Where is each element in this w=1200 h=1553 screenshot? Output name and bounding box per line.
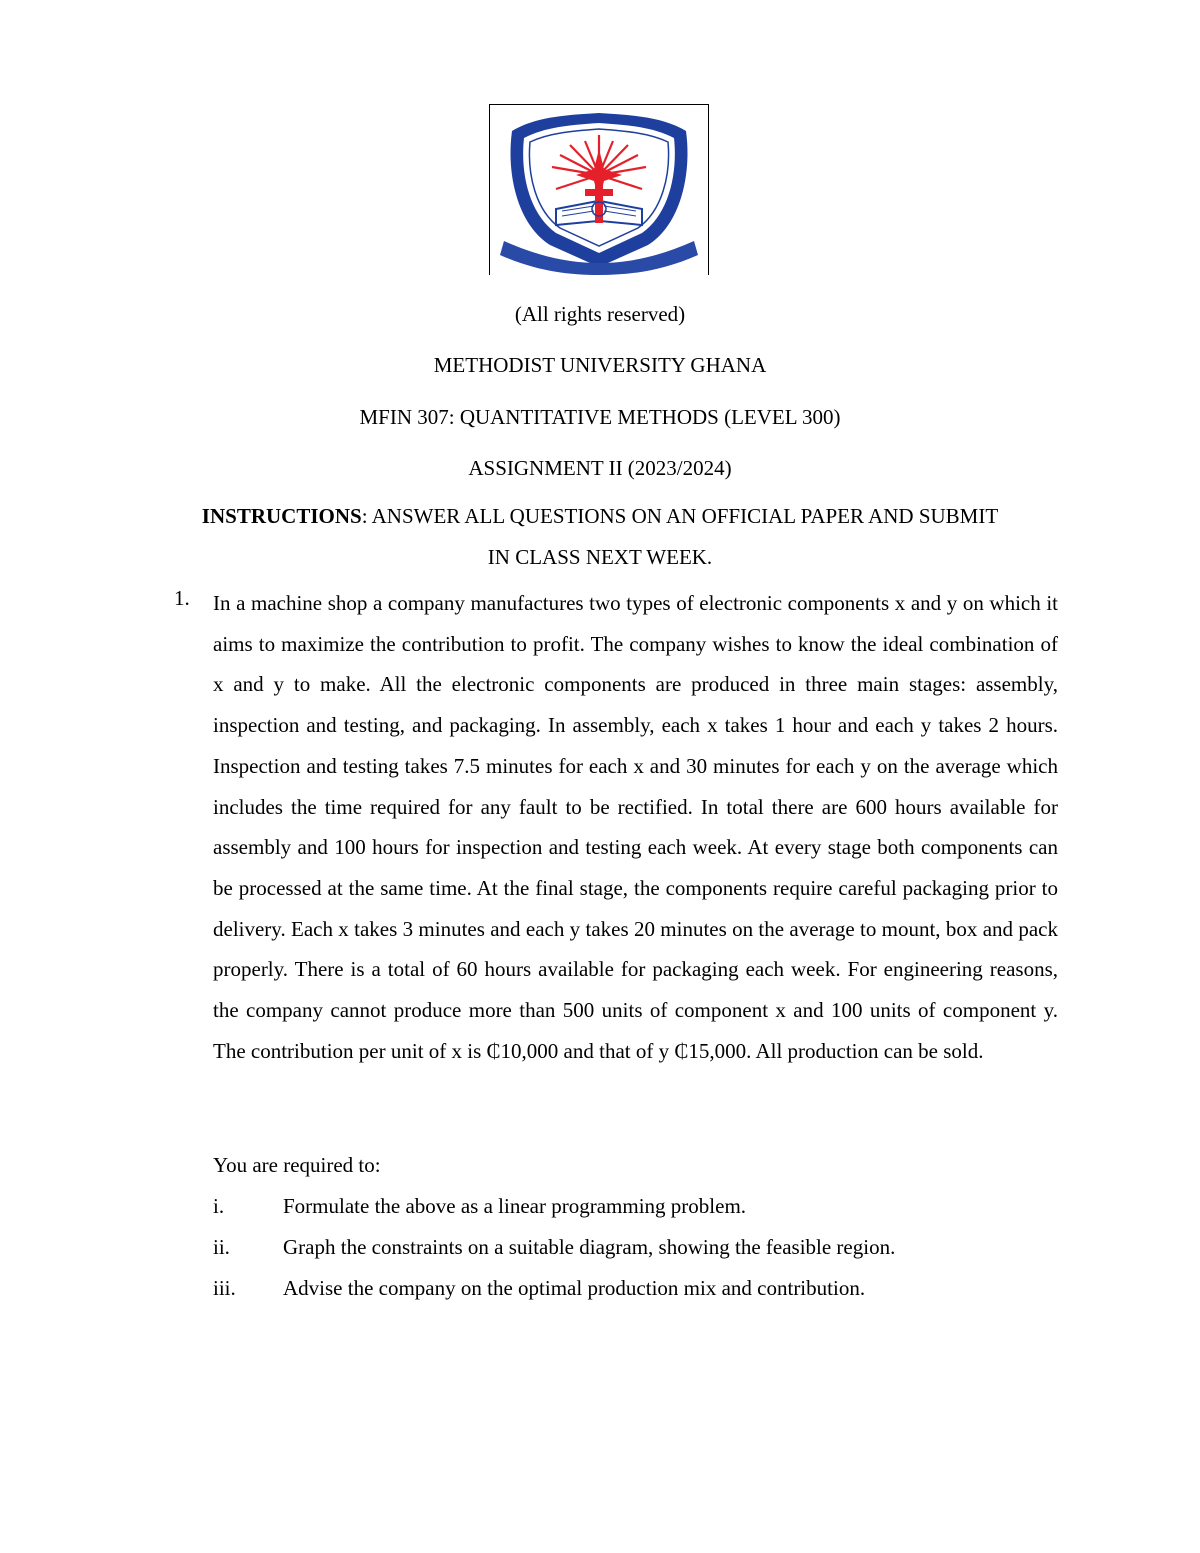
task-item — [213, 1234, 895, 1260]
instructions-label: INSTRUCTIONS — [201, 504, 362, 528]
assignment-title: ASSIGNMENT II (2023/2024) — [468, 456, 732, 480]
task-item — [213, 1193, 746, 1219]
course-title: MFIN 307: QUANTITATIVE METHODS (LEVEL 300) — [359, 405, 841, 429]
instructions-line-1 — [0, 503, 1200, 529]
university-crest-logo — [490, 105, 708, 275]
instructions-line-2: IN CLASS NEXT WEEK. — [487, 545, 713, 569]
instructions-text: : ANSWER ALL QUESTIONS ON AN OFFICIAL PAPER AND SUBMIT — [361, 504, 999, 528]
university-crest-frame — [489, 104, 709, 275]
question-body: In a machine shop a company manufactures two types of electronic components x and y on which it aims to maximize the contribution to profit. The company wishes to know the ideal combination of x and y to make. All the electronic components are produced in three main stages: assembly, inspection and testing, and packaging. In assembly, each x takes 1 hour and each y takes 2 hours. Inspection and testing takes 7.5 minutes for each x and 30 minutes for each y on the average which includes the time required for any fault to be rectified. In total there are 600 hours available for assembly and 100 hours for inspection and testing each week. At every stage both components can be processed at the same time. At the final stage, the components require careful packaging prior to delivery. Each x takes 3 minutes and each y takes 20 minutes on the average to mount, box and pack properly. There is a total of 60 hours available for packaging each week. For engineering reasons, the company cannot produce more than 500 units of component x and 100 units of component y. The contribution per unit of x is ₵10,000 and that of y ₵15,000. All production can be sold. — [213, 591, 1058, 1063]
task-item — [213, 1275, 865, 1301]
task-text: Advise the company on the optimal production mix and contribution. — [283, 1276, 866, 1300]
rights-notice: (All rights reserved) — [514, 302, 686, 326]
task-text: Formulate the above as a linear programming problem. — [283, 1194, 747, 1218]
required-intro: You are required to: — [213, 1153, 381, 1177]
task-number: i. — [213, 1194, 225, 1218]
university-name: METHODIST UNIVERSITY GHANA — [433, 353, 767, 377]
question-number: 1. — [174, 586, 190, 610]
task-number: iii. — [213, 1276, 236, 1300]
task-number: ii. — [213, 1235, 230, 1259]
task-text: Graph the constraints on a suitable diagram, showing the feasible region. — [283, 1235, 896, 1259]
